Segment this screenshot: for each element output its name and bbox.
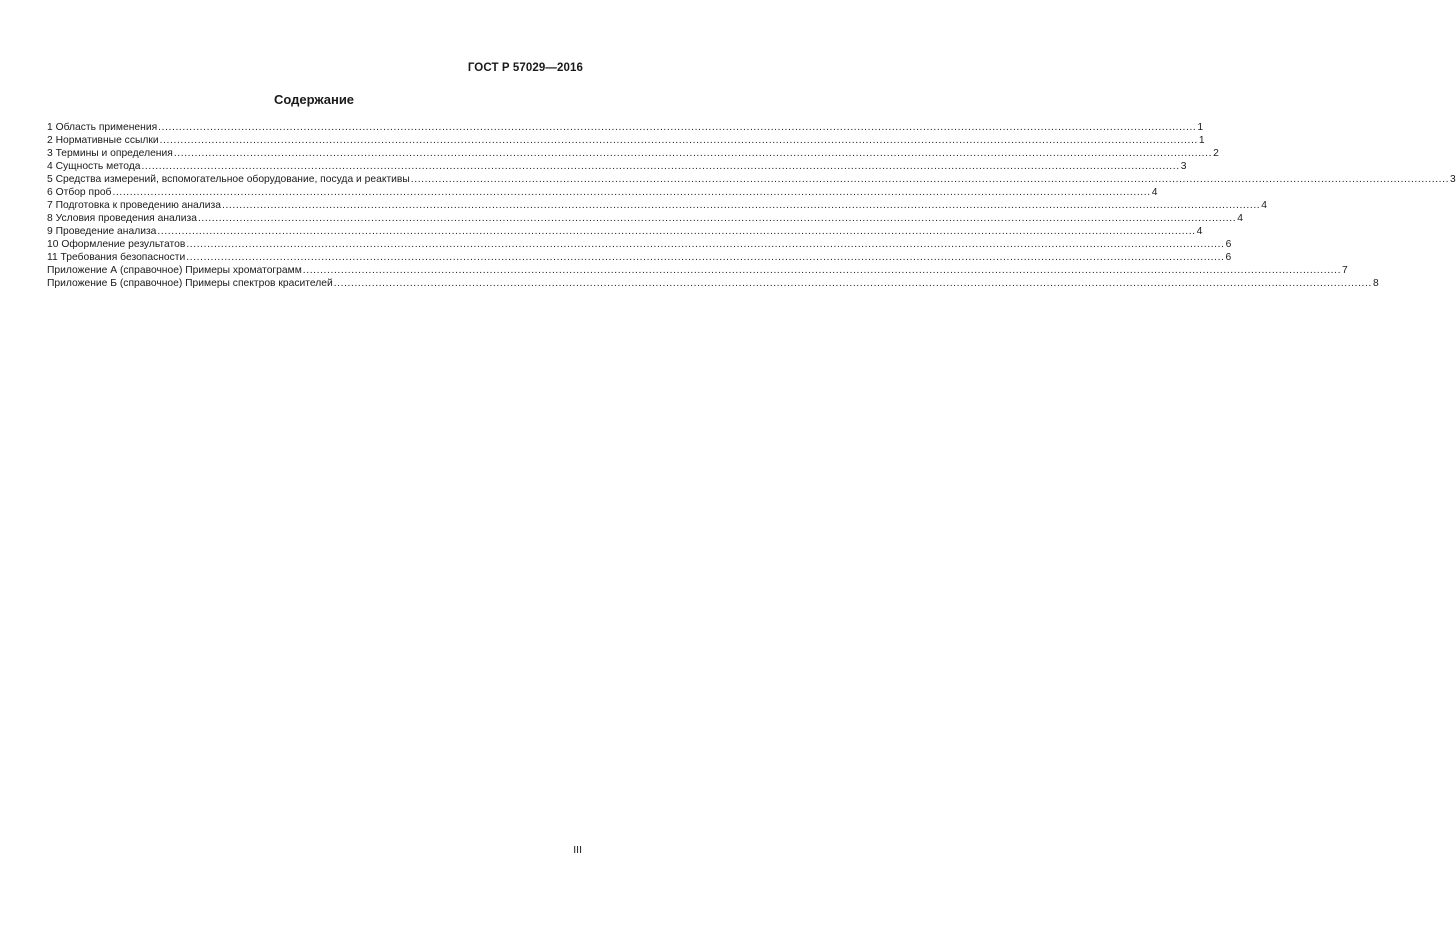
toc-entry-page: 3 — [1450, 174, 1456, 185]
toc-entry-label: 2 Нормативные ссылки — [47, 135, 159, 146]
toc-leader-dots: ............................................................................................................................................................................................................................................................................................................ — [157, 226, 1196, 237]
toc-entry-label: 4 Сущность метода — [47, 161, 141, 172]
toc-entry-5[interactable] — [47, 173, 1456, 186]
toc-leader-dots: ............................................................................................................................................................................................................................................................................................................ — [302, 265, 1342, 276]
toc-entry-9[interactable] — [47, 225, 1203, 238]
toc-entry-label: 10 Оформление результатов — [47, 239, 186, 250]
toc-entry-11[interactable] — [47, 251, 1232, 264]
page-number: III — [573, 844, 582, 856]
toc-entry-appendix-a[interactable] — [47, 264, 1348, 277]
toc-entry-label: Приложение А (справочное) Примеры хроматограмм — [47, 265, 302, 276]
toc-entry-label: 6 Отбор проб — [47, 187, 112, 198]
toc-entry-page: 3 — [1180, 161, 1187, 172]
toc-entry-label: 11 Требования безопасности — [47, 252, 186, 263]
toc-entry-label: 5 Средства измерений, вспомогательное оборудование, посуда и реактивы — [47, 174, 410, 185]
toc-leader-dots: ............................................................................................................................................................................................................................................................................................................ — [410, 174, 1450, 185]
toc-entry-label: 8 Условия проведения анализа — [47, 213, 197, 224]
toc-entry-label: 1 Область применения — [47, 122, 158, 133]
toc-entry-page: 4 — [1151, 187, 1158, 198]
toc-entry-label: Приложение Б (справочное) Примеры спектров красителей — [47, 278, 333, 289]
toc-leader-dots: ............................................................................................................................................................................................................................................................................................................ — [222, 200, 1261, 211]
toc-leader-dots: ............................................................................................................................................................................................................................................................................................................ — [158, 122, 1197, 133]
toc-entry-1[interactable] — [47, 121, 1204, 134]
toc-entry-label: 9 Проведение анализа — [47, 226, 157, 237]
toc-entry-label: 7 Подготовка к проведению анализа — [47, 200, 221, 211]
toc-entry-page: 4 — [1237, 213, 1243, 224]
toc-entry-page: 6 — [1225, 239, 1232, 250]
toc-entry-page: 7 — [1342, 265, 1348, 276]
toc-leader-dots: ............................................................................................................................................................................................................................................................................................................ — [112, 187, 1151, 198]
toc-entry-page: 6 — [1225, 252, 1232, 263]
toc-leader-dots: ............................................................................................................................................................................................................................................................................................................ — [141, 161, 1180, 172]
toc-entry-2[interactable] — [47, 134, 1205, 147]
toc-entry-label: 3 Термины и определения — [47, 148, 173, 159]
toc-leader-dots: ............................................................................................................................................................................................................................................................................................................ — [197, 213, 1237, 224]
toc-entry-8[interactable] — [47, 212, 1243, 225]
toc-title: Содержание — [273, 92, 355, 107]
toc-entry-7[interactable] — [47, 199, 1267, 212]
toc-entry-4[interactable] — [47, 160, 1187, 173]
toc-entry-6[interactable] — [47, 186, 1158, 199]
toc-entry-page: 1 — [1197, 122, 1204, 133]
toc-leader-dots: ............................................................................................................................................................................................................................................................................................................ — [333, 278, 1372, 289]
toc-leader-dots: ............................................................................................................................................................................................................................................................................................................ — [173, 148, 1213, 159]
toc-entry-appendix-b[interactable] — [47, 277, 1379, 290]
document-code: ГОСТ Р 57029—2016 — [467, 62, 583, 74]
toc-leader-dots: ............................................................................................................................................................................................................................................................................................................ — [186, 252, 1225, 263]
table-of-contents — [47, 121, 1456, 290]
toc-leader-dots: ............................................................................................................................................................................................................................................................................................................ — [186, 239, 1225, 250]
toc-entry-3[interactable] — [47, 147, 1219, 160]
toc-entry-page: 1 — [1198, 135, 1205, 146]
toc-leader-dots: ............................................................................................................................................................................................................................................................................................................ — [159, 135, 1198, 146]
toc-entry-page: 4 — [1261, 200, 1267, 211]
toc-entry-page: 4 — [1196, 226, 1203, 237]
toc-entry-page: 8 — [1372, 278, 1379, 289]
toc-entry-page: 2 — [1213, 148, 1219, 159]
toc-entry-10[interactable] — [47, 238, 1232, 251]
